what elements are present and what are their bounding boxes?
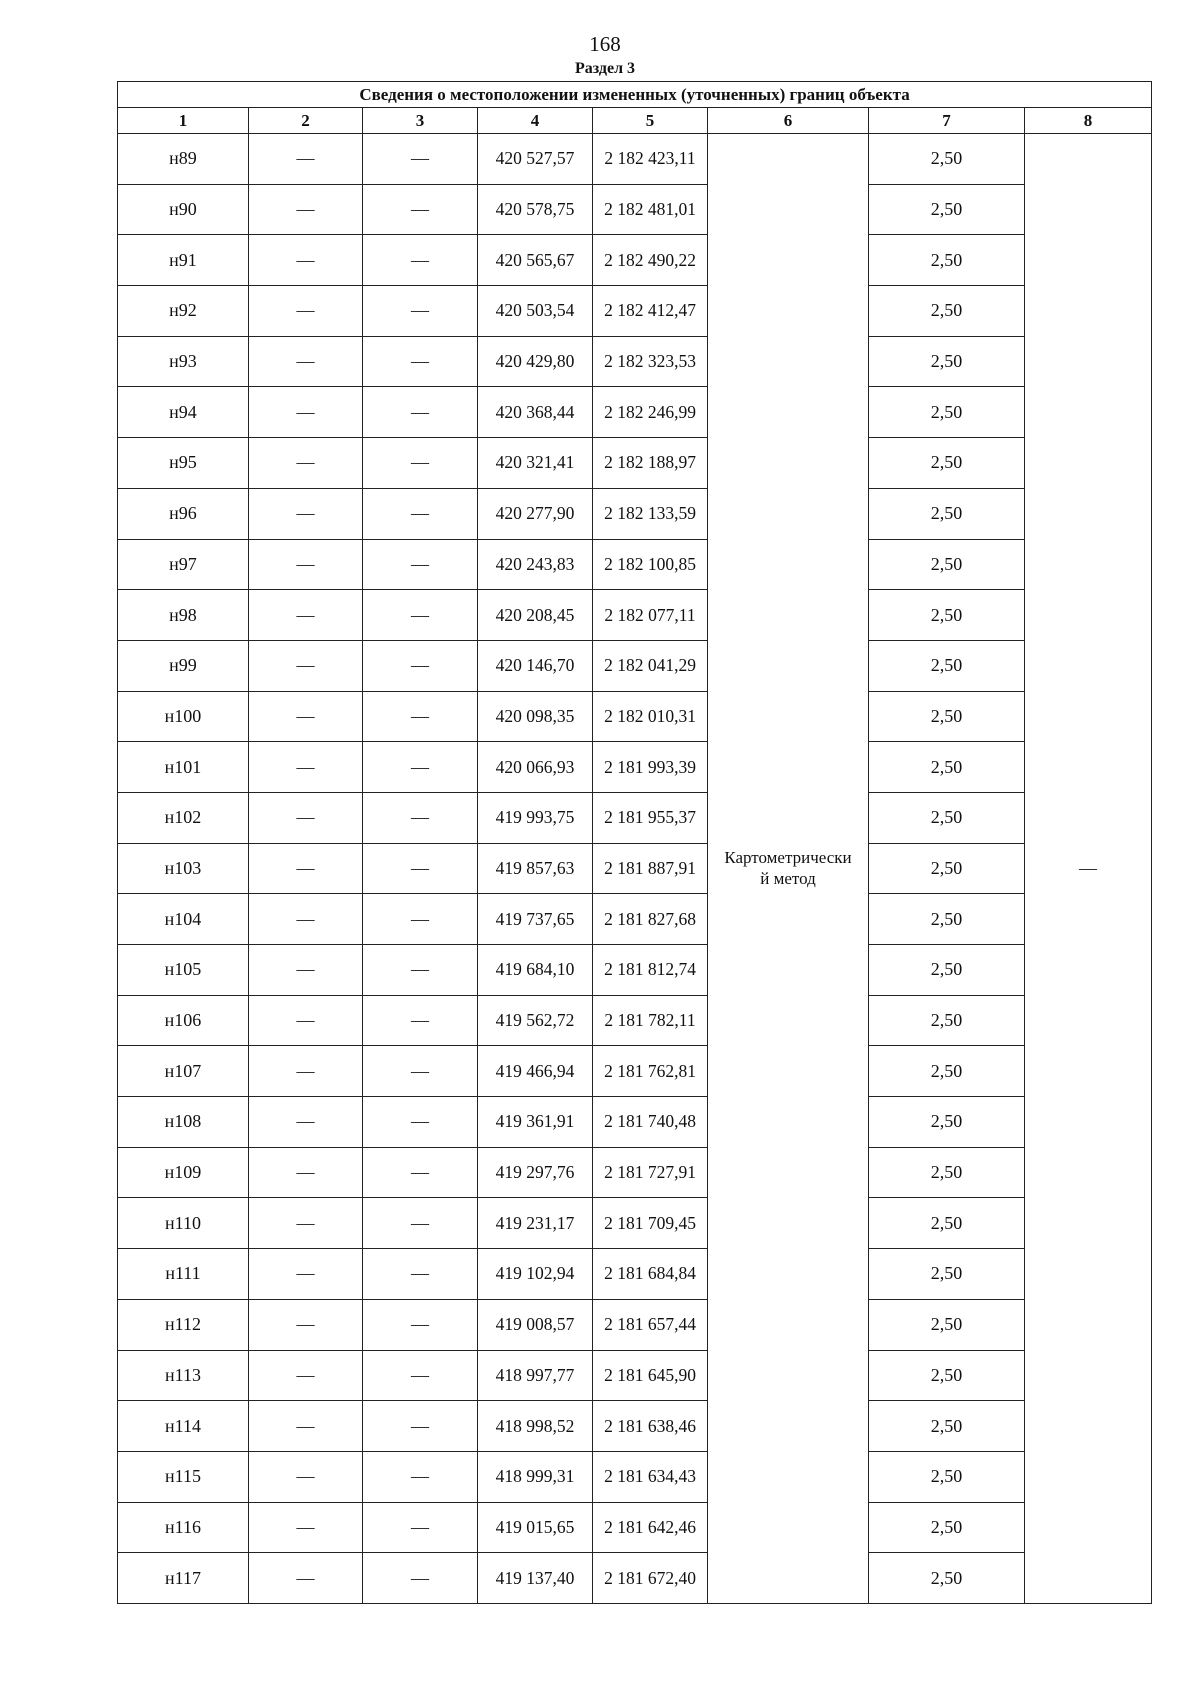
y-coordinate-cell: 2 182 010,31 [593,691,708,742]
col3-cell: — [363,1350,478,1401]
col3-cell: — [363,286,478,337]
accuracy-cell: 2,50 [869,1401,1025,1452]
accuracy-cell: 2,50 [869,995,1025,1046]
col2-cell: — [249,1451,363,1502]
col3-cell: — [363,590,478,641]
col2-cell: — [249,792,363,843]
y-coordinate-cell: 2 182 423,11 [593,134,708,185]
col2-cell: — [249,1097,363,1148]
x-coordinate-cell: 419 102,94 [478,1249,593,1300]
y-coordinate-cell: 2 181 634,43 [593,1451,708,1502]
x-coordinate-cell: 419 562,72 [478,995,593,1046]
y-coordinate-cell: 2 182 246,99 [593,387,708,438]
table-row [118,286,1152,337]
table-row [118,235,1152,286]
table-row [118,1553,1152,1604]
table-row [118,438,1152,489]
table-row [118,1299,1152,1350]
accuracy-cell: 2,50 [869,438,1025,489]
col2-cell: — [249,1553,363,1604]
y-coordinate-cell: 2 181 782,11 [593,995,708,1046]
accuracy-cell: 2,50 [869,1198,1025,1249]
col3-cell: — [363,1046,478,1097]
y-coordinate-cell: 2 181 672,40 [593,1553,708,1604]
col2-cell: — [249,1046,363,1097]
col3-cell: — [363,792,478,843]
accuracy-cell: 2,50 [869,945,1025,996]
col3-cell: — [363,1553,478,1604]
x-coordinate-cell: 418 997,77 [478,1350,593,1401]
y-coordinate-cell: 2 182 077,11 [593,590,708,641]
x-coordinate-cell: 418 998,52 [478,1401,593,1452]
col3-cell: — [363,945,478,996]
x-coordinate-cell: 420 565,67 [478,235,593,286]
point-id-cell: н115 [118,1451,249,1502]
col3-cell: — [363,1147,478,1198]
x-coordinate-cell: 419 231,17 [478,1198,593,1249]
col2-cell: — [249,438,363,489]
col3-cell: — [363,1299,478,1350]
col3-cell: — [363,843,478,894]
col2-cell: — [249,1299,363,1350]
accuracy-cell: 2,50 [869,640,1025,691]
table-row [118,1502,1152,1553]
point-id-cell: н89 [118,134,249,185]
y-coordinate-cell: 2 182 481,01 [593,184,708,235]
point-id-cell: н103 [118,843,249,894]
column-header: 2 [249,108,363,134]
point-id-cell: н95 [118,438,249,489]
accuracy-cell: 2,50 [869,1350,1025,1401]
column-header: 4 [478,108,593,134]
x-coordinate-cell: 420 146,70 [478,640,593,691]
table-row [118,488,1152,539]
col3-cell: — [363,336,478,387]
y-coordinate-cell: 2 181 740,48 [593,1097,708,1148]
method-text-line2: й метод [760,869,816,889]
y-coordinate-cell: 2 181 657,44 [593,1299,708,1350]
point-id-cell: н92 [118,286,249,337]
x-coordinate-cell: 420 503,54 [478,286,593,337]
x-coordinate-cell: 419 857,63 [478,843,593,894]
col2-cell: — [249,742,363,793]
x-coordinate-cell: 419 466,94 [478,1046,593,1097]
table-row [118,945,1152,996]
x-coordinate-cell: 419 008,57 [478,1299,593,1350]
y-coordinate-cell: 2 181 887,91 [593,843,708,894]
point-id-cell: н107 [118,1046,249,1097]
table-row [118,1451,1152,1502]
table-header-row [118,108,1152,134]
accuracy-cell: 2,50 [869,336,1025,387]
col3-cell: — [363,1451,478,1502]
y-coordinate-cell: 2 181 827,68 [593,894,708,945]
table-row [118,1350,1152,1401]
point-id-cell: н94 [118,387,249,438]
column-header: 7 [869,108,1025,134]
accuracy-cell: 2,50 [869,1097,1025,1148]
point-id-cell: н100 [118,691,249,742]
accuracy-cell: 2,50 [869,539,1025,590]
accuracy-cell: 2,50 [869,387,1025,438]
point-id-cell: н109 [118,1147,249,1198]
table-row [118,590,1152,641]
col2-cell: — [249,286,363,337]
accuracy-cell: 2,50 [869,1147,1025,1198]
col2-cell: — [249,1502,363,1553]
col3-cell: — [363,184,478,235]
point-id-cell: н102 [118,792,249,843]
col2-cell: — [249,134,363,185]
accuracy-cell: 2,50 [869,1249,1025,1300]
y-coordinate-cell: 2 181 993,39 [593,742,708,793]
col2-cell: — [249,1401,363,1452]
y-coordinate-cell: 2 182 188,97 [593,438,708,489]
col3-cell: — [363,1198,478,1249]
column-header: 6 [708,108,869,134]
accuracy-cell: 2,50 [869,1046,1025,1097]
accuracy-cell: 2,50 [869,590,1025,641]
point-id-cell: н108 [118,1097,249,1148]
accuracy-cell: 2,50 [869,1451,1025,1502]
col3-cell: — [363,438,478,489]
table-row [118,691,1152,742]
x-coordinate-cell: 420 277,90 [478,488,593,539]
col3-cell: — [363,742,478,793]
col3-cell: — [363,1249,478,1300]
x-coordinate-cell: 420 066,93 [478,742,593,793]
column-header: 8 [1025,108,1152,134]
accuracy-cell: 2,50 [869,184,1025,235]
table-caption: Сведения о местоположении измененных (уточненных) границ объекта [118,82,1152,108]
point-id-cell: н105 [118,945,249,996]
point-id-cell: н91 [118,235,249,286]
point-id-cell: н97 [118,539,249,590]
col3-cell: — [363,1401,478,1452]
table-row [118,184,1152,235]
point-id-cell: н114 [118,1401,249,1452]
point-id-cell: н96 [118,488,249,539]
point-id-cell: н111 [118,1249,249,1300]
col3-cell: — [363,488,478,539]
y-coordinate-cell: 2 181 709,45 [593,1198,708,1249]
point-id-cell: н113 [118,1350,249,1401]
column-header: 5 [593,108,708,134]
column-header: 3 [363,108,478,134]
y-coordinate-cell: 2 182 412,47 [593,286,708,337]
col2-cell: — [249,995,363,1046]
point-id-cell: н90 [118,184,249,235]
col3-cell: — [363,640,478,691]
column-header: 1 [118,108,249,134]
y-coordinate-cell: 2 181 638,46 [593,1401,708,1452]
col3-cell: — [363,539,478,590]
point-id-cell: н101 [118,742,249,793]
x-coordinate-cell: 420 098,35 [478,691,593,742]
table-row [118,1249,1152,1300]
accuracy-cell: 2,50 [869,792,1025,843]
col3-cell: — [363,691,478,742]
col2-cell: — [249,1249,363,1300]
accuracy-cell: 2,50 [869,134,1025,185]
col3-cell: — [363,894,478,945]
x-coordinate-cell: 420 578,75 [478,184,593,235]
x-coordinate-cell: 419 297,76 [478,1147,593,1198]
col3-cell: — [363,235,478,286]
y-coordinate-cell: 2 181 727,91 [593,1147,708,1198]
table-row [118,640,1152,691]
x-coordinate-cell: 420 208,45 [478,590,593,641]
y-coordinate-cell: 2 182 100,85 [593,539,708,590]
table-row [118,539,1152,590]
col2-cell: — [249,488,363,539]
accuracy-cell: 2,50 [869,843,1025,894]
point-id-cell: н110 [118,1198,249,1249]
accuracy-cell: 2,50 [869,742,1025,793]
point-id-cell: н112 [118,1299,249,1350]
table-row [118,792,1152,843]
table-row [118,1198,1152,1249]
accuracy-cell: 2,50 [869,1553,1025,1604]
x-coordinate-cell: 418 999,31 [478,1451,593,1502]
point-id-cell: н116 [118,1502,249,1553]
y-coordinate-cell: 2 182 133,59 [593,488,708,539]
table-row [118,894,1152,945]
col2-cell: — [249,640,363,691]
page-number: 168 [589,32,621,56]
col3-cell: — [363,134,478,185]
y-coordinate-cell: 2 181 645,90 [593,1350,708,1401]
y-coordinate-cell: 2 182 490,22 [593,235,708,286]
boundary-table [117,81,1152,1604]
x-coordinate-cell: 419 137,40 [478,1553,593,1604]
col2-cell: — [249,1147,363,1198]
table-row [118,843,1152,894]
x-coordinate-cell: 420 429,80 [478,336,593,387]
col3-cell: — [363,387,478,438]
accuracy-cell: 2,50 [869,894,1025,945]
y-coordinate-cell: 2 182 323,53 [593,336,708,387]
x-coordinate-cell: 420 243,83 [478,539,593,590]
col2-cell: — [249,843,363,894]
point-id-cell: н93 [118,336,249,387]
table-row [118,1401,1152,1452]
col2-cell: — [249,1198,363,1249]
accuracy-cell: 2,50 [869,235,1025,286]
col2-cell: — [249,1350,363,1401]
point-id-cell: н98 [118,590,249,641]
table-row [118,134,1152,185]
table-row [118,336,1152,387]
table-row [118,995,1152,1046]
table-row [118,387,1152,438]
y-coordinate-cell: 2 182 041,29 [593,640,708,691]
col8-cell: — [1025,134,1152,1604]
col2-cell: — [249,336,363,387]
x-coordinate-cell: 419 684,10 [478,945,593,996]
section-title: Раздел 3 [574,60,636,77]
method-cell [708,134,869,1604]
x-coordinate-cell: 419 737,65 [478,894,593,945]
accuracy-cell: 2,50 [869,1502,1025,1553]
point-id-cell: н106 [118,995,249,1046]
col3-cell: — [363,995,478,1046]
point-id-cell: н117 [118,1553,249,1604]
y-coordinate-cell: 2 181 684,84 [593,1249,708,1300]
col3-cell: — [363,1502,478,1553]
x-coordinate-cell: 419 015,65 [478,1502,593,1553]
col2-cell: — [249,235,363,286]
x-coordinate-cell: 420 368,44 [478,387,593,438]
col2-cell: — [249,387,363,438]
method-text-line1: Картометрически [724,848,852,868]
x-coordinate-cell: 419 993,75 [478,792,593,843]
table-row [118,742,1152,793]
col2-cell: — [249,894,363,945]
col3-cell: — [363,1097,478,1148]
table-row [118,1046,1152,1097]
table-row [118,1097,1152,1148]
table-row [118,1147,1152,1198]
y-coordinate-cell: 2 181 955,37 [593,792,708,843]
accuracy-cell: 2,50 [869,691,1025,742]
point-id-cell: н99 [118,640,249,691]
accuracy-cell: 2,50 [869,488,1025,539]
accuracy-cell: 2,50 [869,1299,1025,1350]
x-coordinate-cell: 420 527,57 [478,134,593,185]
accuracy-cell: 2,50 [869,286,1025,337]
col2-cell: — [249,539,363,590]
x-coordinate-cell: 420 321,41 [478,438,593,489]
y-coordinate-cell: 2 181 642,46 [593,1502,708,1553]
x-coordinate-cell: 419 361,91 [478,1097,593,1148]
y-coordinate-cell: 2 181 762,81 [593,1046,708,1097]
col2-cell: — [249,590,363,641]
y-coordinate-cell: 2 181 812,74 [593,945,708,996]
point-id-cell: н104 [118,894,249,945]
col2-cell: — [249,945,363,996]
col2-cell: — [249,691,363,742]
col2-cell: — [249,184,363,235]
